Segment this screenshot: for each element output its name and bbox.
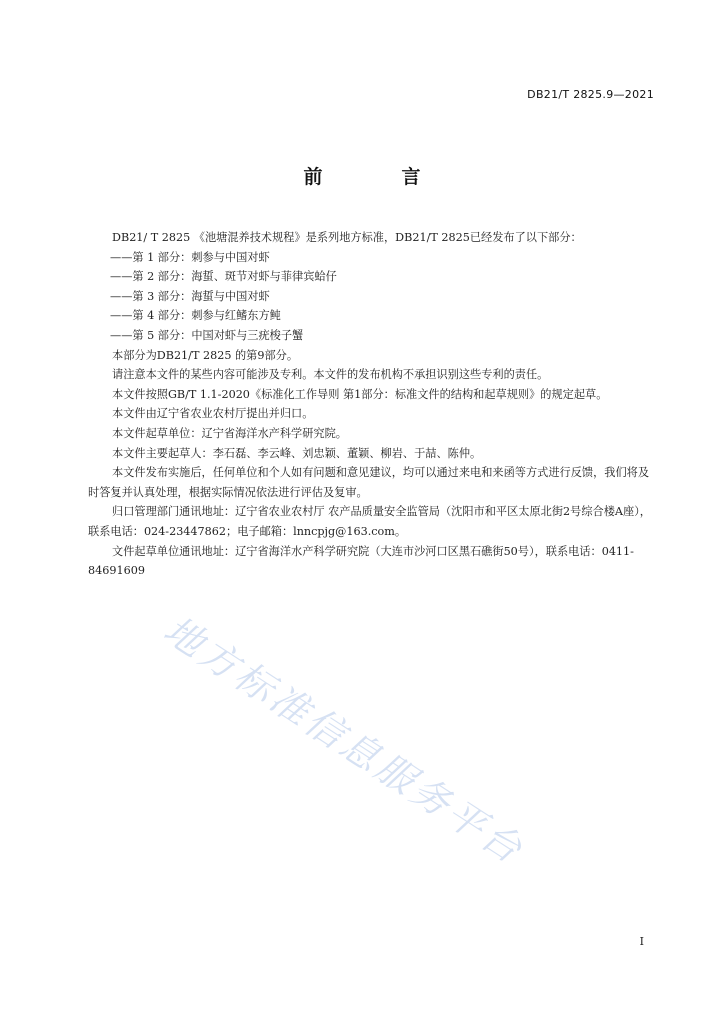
- paragraph-drafting-rules: 本文件按照GB/T 1.1-2020《标准化工作导则 第1部分：标准文件的结构和起草规则》的规定起草。: [112, 387, 608, 401]
- paragraph-patent-notice: 请注意本文件的某些内容可能涉及专利。本文件的发布机构不承担识别这些专利的责任。: [112, 368, 549, 382]
- watermark-text: 地方标准信息服务平台: [156, 607, 533, 874]
- paragraph-drafter-address: 文件起草单位通讯地址：辽宁省海洋水产科学研究院（大连市沙河口区黑石礁街50号），联系电话：0411-84691609: [88, 544, 634, 578]
- list-item-part-1: ——第 1 部分：刺参与中国对虾: [110, 250, 270, 264]
- paragraph-drafters: 本文件主要起草人：李石磊、李云峰、刘忠颖、董颖、柳岩、于喆、陈仲。: [112, 446, 482, 460]
- page-title: 前 言: [303, 166, 451, 188]
- paragraph-admin-address: 归口管理部门通讯地址：辽宁省农业农村厅 农产品质量安全监管局（沈阳市和平区太原北街2号综合楼A座），联系电话：024-23447862；电子邮箱：lnncpjg@163.com。: [88, 505, 651, 538]
- list-item-part-3: ——第 3 部分：海蜇与中国对虾: [110, 289, 270, 303]
- paragraph-drafting-unit: 本文件起草单位：辽宁省海洋水产科学研究院。: [112, 426, 347, 440]
- paragraph-proposer: 本文件由辽宁省农业农村厅提出并归口。: [112, 407, 314, 421]
- paragraph-series-intro: DB21/ T 2825 《池塘混养技术规程》是系列地方标准，DB21/T 2825已经发布了以下部分：: [112, 231, 582, 244]
- standard-code-header: DB21/T 2825.9—2021: [527, 88, 654, 101]
- list-item-part-5: ——第 5 部分：中国对虾与三疣梭子蟹: [110, 328, 304, 342]
- list-item-part-4: ——第 4 部分：刺参与红鳍东方鲀: [110, 309, 281, 323]
- foreword-body: [88, 228, 658, 581]
- page-number: I: [639, 935, 644, 948]
- paragraph-part-number: 本部分为DB21/T 2825 的第9部分。: [112, 348, 299, 362]
- list-item-part-2: ——第 2 部分：海蜇、斑节对虾与菲律宾蛤仔: [110, 270, 337, 284]
- paragraph-feedback: 本文件发布实施后，任何单位和个人如有问题和意见建议，均可以通过来电和来函等方式进行反馈，我们将及时答复并认真处理，根据实际情况依法进行评估及复审。: [88, 466, 650, 499]
